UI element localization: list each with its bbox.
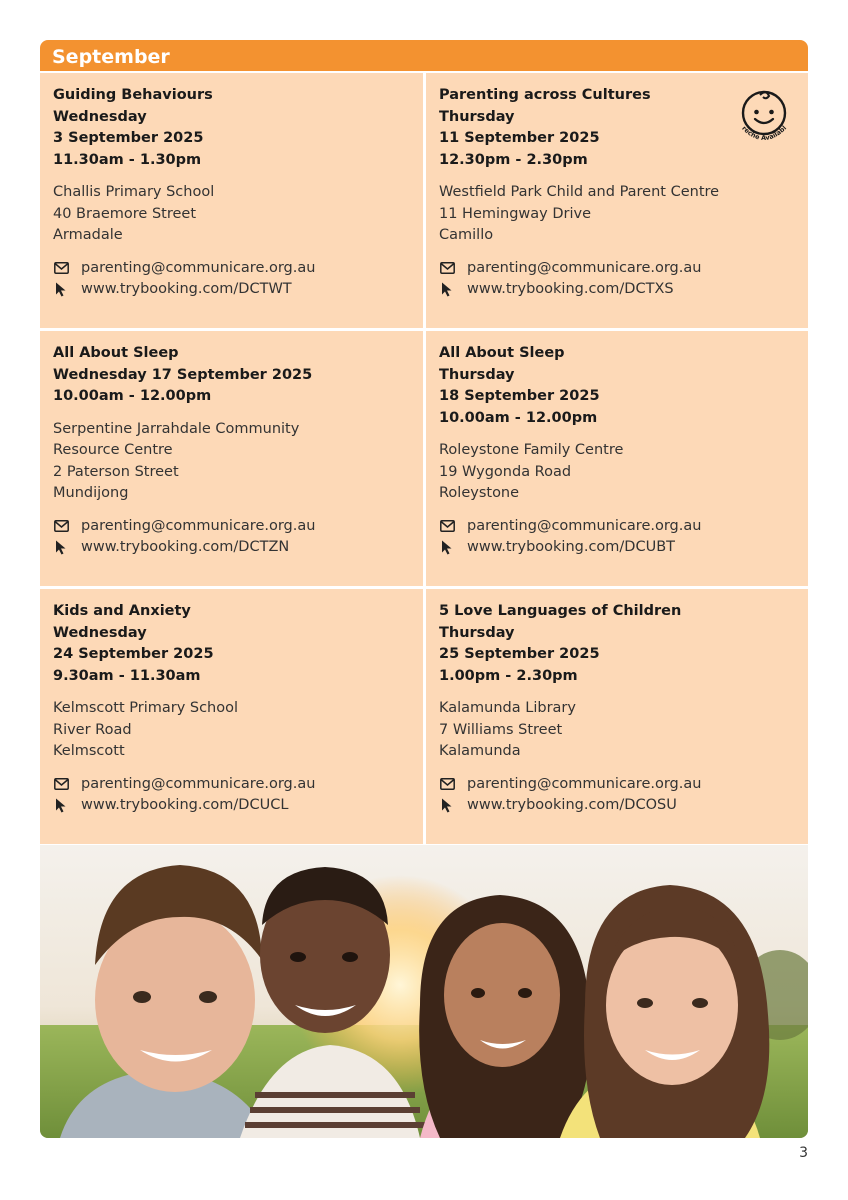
booking-line[interactable] (439, 279, 796, 301)
location-line: Serpentine Jarrahdale Community (53, 420, 300, 437)
booking-line[interactable] (53, 279, 411, 301)
location-line: Mundijong (53, 485, 129, 501)
event-title: Kids and Anxiety (53, 603, 191, 619)
location-line: Kelmscott Primary School (53, 700, 239, 716)
event-contact (53, 516, 411, 559)
email-link[interactable]: parenting@communicare.org.au (81, 259, 316, 276)
event-date-line: 3 September 2025 (53, 130, 204, 146)
event-date-line: 18 September 2025 (439, 388, 600, 404)
email-icon (53, 518, 69, 534)
email-line[interactable] (439, 258, 796, 280)
location-line: River Road (53, 721, 132, 738)
event-date-line: 10.00am - 12.00pm (53, 388, 212, 404)
event-title-block (53, 85, 411, 171)
location-line: Kalamunda (439, 743, 521, 759)
cursor-icon (439, 540, 455, 556)
event-location (53, 698, 411, 763)
email-link[interactable]: parenting@communicare.org.au (81, 517, 316, 534)
event-card (426, 331, 808, 586)
creche-available-badge (738, 89, 790, 145)
event-title: Parenting across Cultures (439, 87, 651, 103)
email-line[interactable] (53, 774, 411, 796)
event-date-line: 1.00pm - 2.30pm (439, 667, 578, 684)
location-line: Roleystone (439, 485, 520, 501)
event-title: Guiding Behaviours (53, 87, 213, 103)
events-grid (40, 73, 808, 844)
location-line: Roleystone Family Centre (439, 442, 624, 458)
location-line: 7 Williams Street (439, 721, 563, 738)
event-card (40, 589, 423, 844)
location-line: Kalamunda Library (439, 700, 576, 716)
page-number: 3 (799, 1145, 808, 1161)
event-contact (53, 258, 411, 301)
cursor-icon (439, 798, 455, 814)
event-title: All About Sleep (53, 345, 179, 361)
email-line[interactable] (439, 516, 796, 538)
event-contact (439, 516, 796, 559)
cursor-icon (439, 282, 455, 298)
event-title: All About Sleep (439, 345, 565, 361)
event-title-block (53, 601, 411, 687)
event-card (426, 589, 808, 844)
event-location (439, 182, 796, 247)
email-link[interactable]: parenting@communicare.org.au (467, 775, 702, 792)
cursor-icon (53, 282, 69, 298)
location-line: Challis Primary School (53, 184, 215, 200)
event-location (53, 182, 411, 247)
event-date-line: Thursday (439, 624, 515, 641)
event-date-line: Wednesday (53, 624, 147, 641)
email-line[interactable] (53, 516, 411, 538)
event-title-block (439, 343, 796, 429)
event-date-line: 11 September 2025 (439, 130, 600, 146)
email-line[interactable] (53, 258, 411, 280)
booking-line[interactable] (53, 537, 411, 559)
event-location (439, 698, 796, 763)
booking-line[interactable] (439, 537, 796, 559)
email-link[interactable]: parenting@communicare.org.au (467, 259, 702, 276)
location-line: Armadale (53, 227, 123, 243)
event-date-line: 9.30am - 11.30am (53, 667, 201, 684)
booking-link[interactable]: www.trybooking.com/DCTWT (81, 281, 292, 297)
event-title-block (53, 343, 411, 408)
event-date-line: Thursday (439, 366, 515, 383)
baby-face-icon (738, 89, 790, 145)
email-icon (439, 260, 455, 276)
location-line: 19 Wygonda Road (439, 463, 572, 480)
location-line: 2 Paterson Street (53, 463, 179, 480)
location-line: Camillo (439, 227, 494, 243)
event-date-line: Wednesday 17 September 2025 (53, 366, 313, 383)
event-contact (439, 774, 796, 817)
booking-link[interactable]: www.trybooking.com/DCTXS (467, 281, 674, 297)
email-link[interactable]: parenting@communicare.org.au (81, 775, 316, 792)
location-line: Kelmscott (53, 743, 125, 759)
event-date-line: 24 September 2025 (53, 646, 214, 662)
email-icon (53, 776, 69, 792)
event-date-line: Wednesday (53, 108, 147, 125)
month-title: September (52, 46, 170, 68)
event-title-block (439, 601, 796, 687)
booking-link[interactable]: www.trybooking.com/DCUCL (81, 797, 289, 813)
event-date-line: Thursday (439, 108, 515, 125)
event-date-line: 25 September 2025 (439, 646, 600, 662)
event-location (439, 440, 796, 505)
event-title: 5 Love Languages of Children (439, 603, 682, 619)
event-contact (439, 258, 796, 301)
email-icon (439, 518, 455, 534)
email-link[interactable]: parenting@communicare.org.au (467, 517, 702, 534)
booking-link[interactable]: www.trybooking.com/DCTZN (81, 539, 290, 555)
email-icon (53, 260, 69, 276)
event-date-line: 10.00am - 12.00pm (439, 409, 598, 426)
booking-link[interactable]: www.trybooking.com/DCUBT (467, 539, 676, 555)
location-line: 11 Hemingway Drive (439, 205, 592, 222)
children-photo-illustration (40, 845, 808, 1138)
event-card (40, 331, 423, 586)
event-date-line: 12.30pm - 2.30pm (439, 151, 588, 168)
event-contact (53, 774, 411, 817)
creche-badge-text: reche Availabl (740, 124, 789, 143)
location-line: 40 Braemore Street (53, 205, 197, 222)
booking-link[interactable]: www.trybooking.com/DCOSU (467, 797, 677, 813)
booking-line[interactable] (439, 795, 796, 817)
cursor-icon (53, 798, 69, 814)
location-line: Resource Centre (53, 442, 173, 458)
location-line: Westfield Park Child and Parent Centre (439, 184, 720, 200)
cursor-icon (53, 540, 69, 556)
event-card (40, 73, 423, 328)
month-header (40, 40, 808, 71)
children-photo (40, 845, 808, 1138)
booking-line[interactable] (53, 795, 411, 817)
event-location (53, 419, 411, 505)
event-date-line: 11.30am - 1.30pm (53, 151, 202, 168)
event-card (426, 73, 808, 328)
email-icon (439, 776, 455, 792)
email-line[interactable] (439, 774, 796, 796)
